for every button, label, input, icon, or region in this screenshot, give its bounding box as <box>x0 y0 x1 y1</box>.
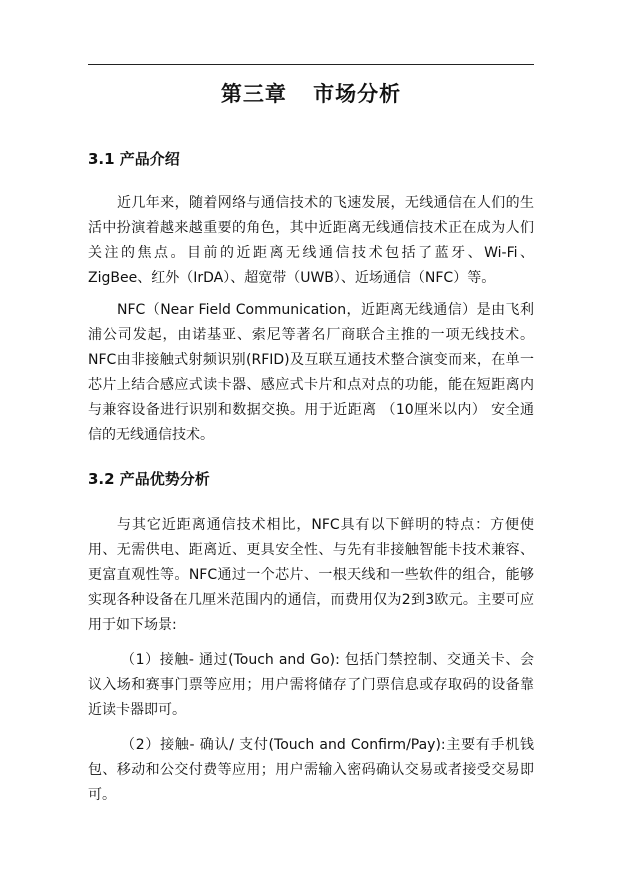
list-item-touch-and-go: （1）接触- 通过(Touch and Go): 包括门禁控制、交通关卡、会议入场和赛事门票等应用；用户需将储存了门票信息或存取码的设备靠近读卡器即可。 <box>88 652 534 718</box>
section-heading-3-2: 3.2 产品优势分析 <box>88 470 210 488</box>
list-item-touch-and-confirm: （2）接触- 确认/ 支付(Touch and Confirm/Pay):主要有手机钱包、移动和公交付费等应用；用户需输入密码确认交易或者接受交易即可。 <box>88 737 534 803</box>
header-rule <box>88 64 534 65</box>
chapter-title: 第三章 市场分析 <box>220 82 402 106</box>
paragraph-intro-nearfield: 近几年来，随着网络与通信技术的飞速发展，无线通信在人们的生活中扮演着越来越重要的角色，其中近距离无线通信技术正在成为人们关注的焦点。目前的近距离无线通信技术包括了蓝牙、Wi-Fi、ZigBee、红外（IrDA）、超宽带（UWB）、近场通信（NFC）等。 <box>88 195 534 286</box>
paragraph-nfc-advantages: 与其它近距离通信技术相比，NFC具有以下鲜明的特点：方便使用、无需供电、距离近、更具安全性、与先有非接触智能卡技术兼容、更富直观性等。NFC通过一个芯片、一根天线和一些软件的组合，能够实现各种设备在几厘米范围内的通信，而费用仅为2到3欧元。主要可应用于如下场景: <box>88 517 534 633</box>
paragraph-nfc-definition: NFC（Near Field Communication，近距离无线通信）是由飞利浦公司发起，由诺基亚、索尼等著名厂商联合主推的一项无线技术。NFC由非接触式射频识别(RFID)及互联互通技术整合演变而来，在单一芯片上结合感应式读卡器、感应式卡片和点对点的功能，能在短距离内与兼容设备进行识别和数据交换。用于近距离 （10厘米以内） 安全通信的无线通信技术。 <box>88 302 534 443</box>
section-heading-3-1: 3.1 产品介绍 <box>88 150 180 168</box>
